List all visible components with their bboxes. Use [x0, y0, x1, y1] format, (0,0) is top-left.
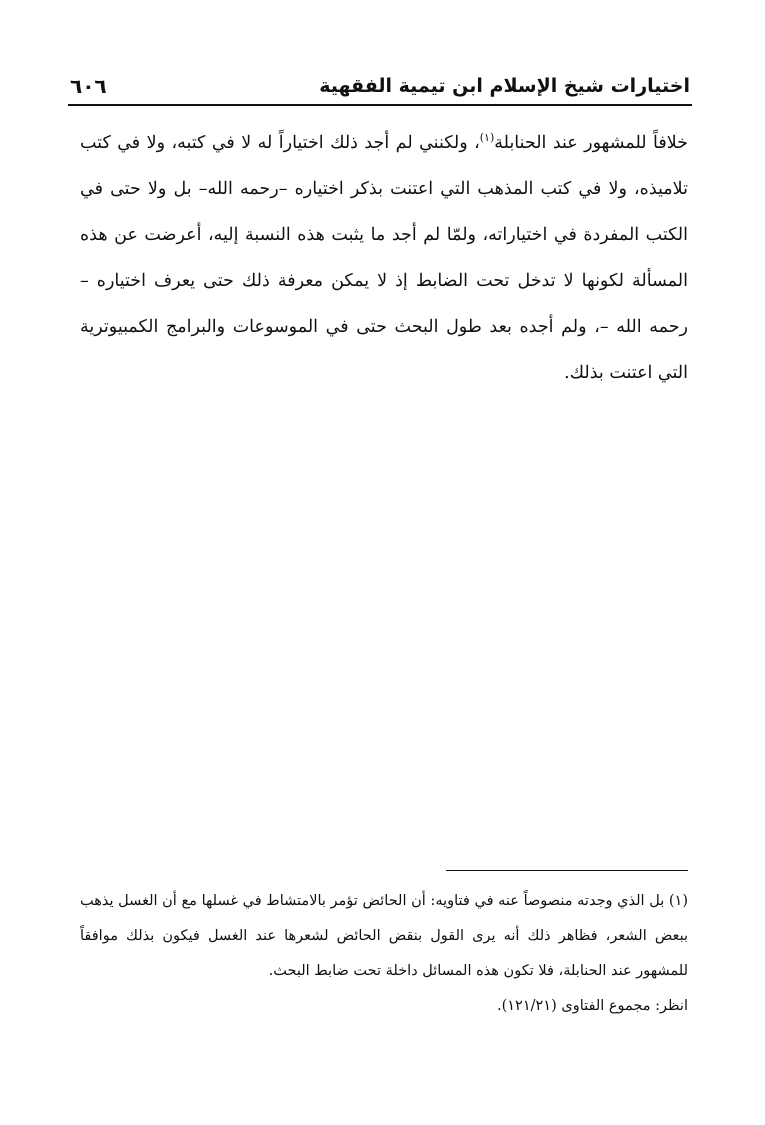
footnote [80, 884, 688, 1024]
page-number: ٦٠٦ [70, 74, 107, 98]
body-text-part-1: خلافاً للمشهور عند الحنابلة [494, 133, 688, 153]
footnote-text: (١) بل الذي وجدته منصوصاً عنه في فتاويه: أن الحائض تؤمر بالامتشاط في غسلها مع أن الغسل يذهب ببعض الشعر، فظاهر ذلك أنه يرى القول بنقض الحائض لشعرها عند الغسل فيكون بذلك موافقاً للمشهور عند الحنابلة، فلا تكون هذه المسائل داخلة تحت ضابط البحث. [80, 893, 688, 979]
running-title: اختيارات شيخ الإسلام ابن تيمية الفقهية [319, 75, 690, 97]
page-header [70, 68, 690, 100]
body-text-part-2: ، ولكنني لم أجد ذلك اختياراً له لا في كتبه، ولا في كتب تلاميذه، ولا في كتب المذهب التي اعتنت بذكر اختياره –رحمه الله– بل ولا حتى في الكتب المفردة في اختياراته، ولمّا لم أجد ما يثبت هذه النسبة إليه، أعرضت عن هذه المسألة لكونها لا تدخل تحت الضابط إذ لا يمكن معرفة ذلك حتى يعرف اختياره – رحمه الله –، ولم أجده بعد طول البحث حتى في الموسوعات والبرامج الكمبيوترية التي اعتنت بذلك. [80, 133, 688, 383]
footnote-marker: (١) [479, 131, 495, 145]
footnote-rule [446, 870, 688, 871]
main-text [80, 120, 688, 396]
footnote-reference: انظر: مجموع الفتاوى (١٢١/٢١). [496, 998, 688, 1014]
body-paragraph [80, 120, 688, 396]
header-rule [68, 104, 692, 106]
